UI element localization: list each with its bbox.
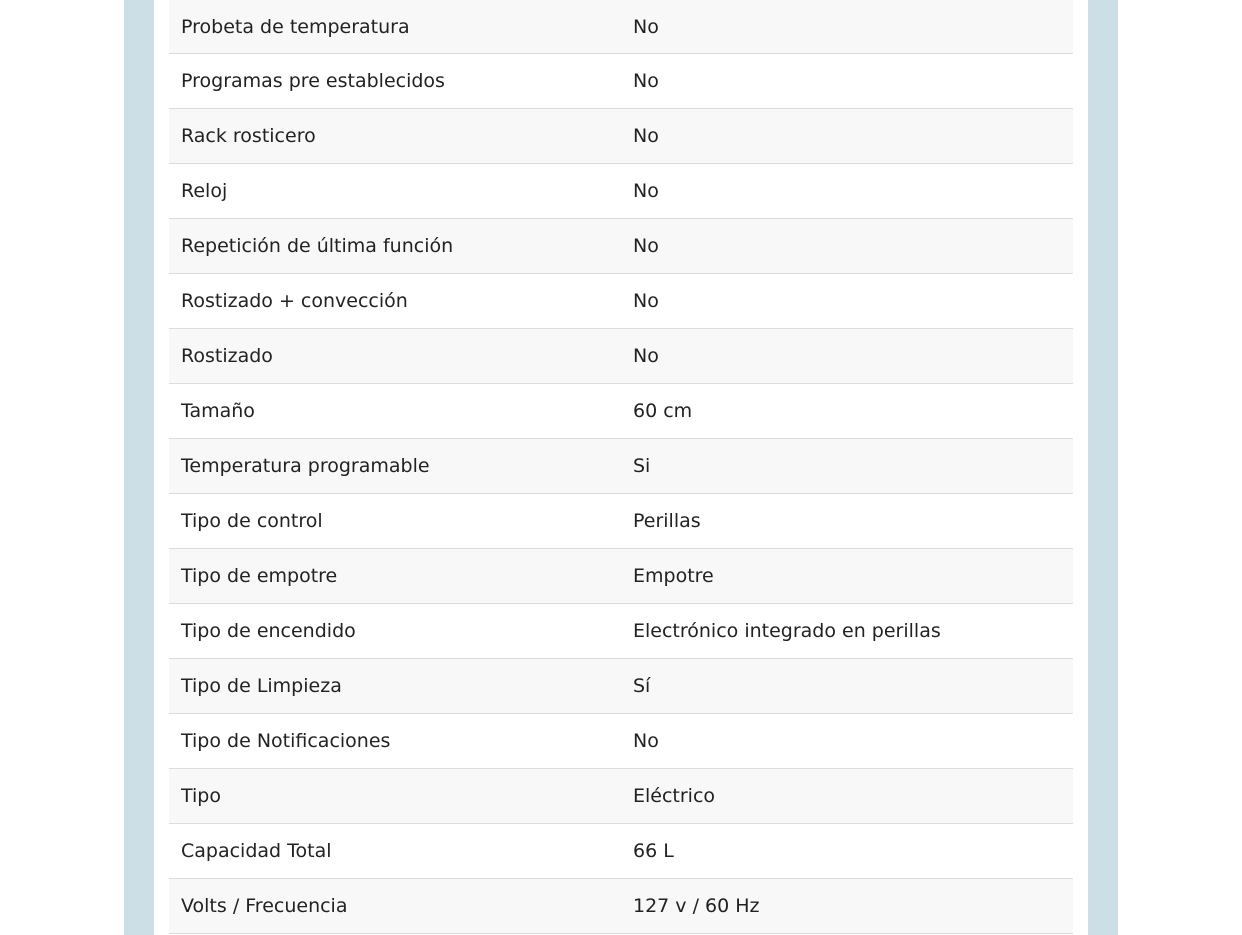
spec-value: Perillas [621,494,1073,549]
table-row [169,109,1073,164]
spec-label: Tipo de control [169,494,621,549]
table-row [169,494,1073,549]
spec-value: Empotre [621,549,1073,604]
spec-label: Tamaño [169,384,621,439]
spec-label: Capacidad Total [169,824,621,879]
spec-value: No [621,164,1073,219]
spec-value: 60 cm [621,384,1073,439]
spec-value: Si [621,439,1073,494]
spec-label: Tipo de empotre [169,549,621,604]
spec-label: Rostizado + convección [169,274,621,329]
spec-label: Tipo de Limpieza [169,659,621,714]
table-row [169,769,1073,824]
spec-label: Probeta de temperatura [169,0,621,54]
spec-label: Repetición de última función [169,219,621,274]
spec-label: Tipo de encendido [169,604,621,659]
table-row [169,219,1073,274]
spec-label: Tipo [169,769,621,824]
spec-value: No [621,0,1073,54]
table-row [169,439,1073,494]
spec-label: Volts / Frecuencia [169,879,621,934]
table-row [169,549,1073,604]
table-row [169,274,1073,329]
table-row [169,879,1073,934]
spec-label: Temperatura programable [169,439,621,494]
table-row [169,164,1073,219]
table-row [169,329,1073,384]
spec-label: Reloj [169,164,621,219]
spec-label: Tipo de Notificaciones [169,714,621,769]
specifications-table [169,0,1073,934]
spec-value: 66 L [621,824,1073,879]
spec-label: Programas pre establecidos [169,54,621,109]
spec-value: No [621,714,1073,769]
table-row [169,0,1073,54]
spec-value: No [621,109,1073,164]
spec-label: Rack rosticero [169,109,621,164]
table-row [169,54,1073,109]
spec-value: No [621,219,1073,274]
spec-value: 127 v / 60 Hz [621,879,1073,934]
table-row [169,714,1073,769]
table-row [169,604,1073,659]
spec-value: Sí [621,659,1073,714]
spec-value: Eléctrico [621,769,1073,824]
spec-value: Electrónico integrado en perillas [621,604,1073,659]
spec-value: No [621,274,1073,329]
spec-label: Rostizado [169,329,621,384]
spec-value: No [621,54,1073,109]
table-row [169,824,1073,879]
table-row [169,659,1073,714]
table-row [169,384,1073,439]
spec-value: No [621,329,1073,384]
